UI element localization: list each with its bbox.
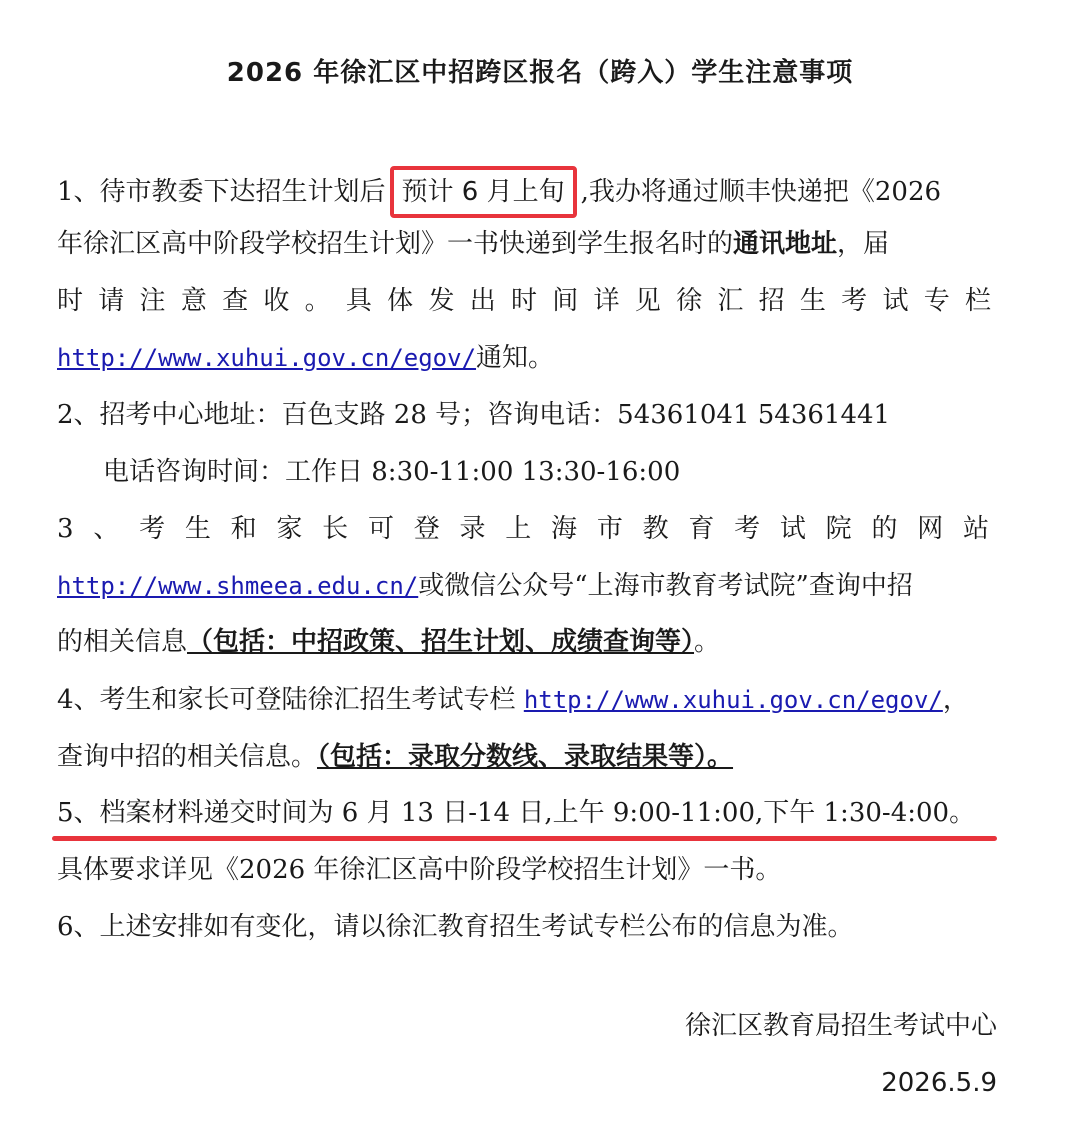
item-3-line-3-prefix: 的相关信息 xyxy=(57,627,188,657)
red-highlight-underline xyxy=(52,836,997,841)
item-3-line-2 xyxy=(57,566,997,606)
item-4-line-2-prefix: 查询中招的相关信息。 xyxy=(57,742,318,772)
document-title: 2026 年徐汇区中招跨区报名（跨入）学生注意事项 xyxy=(226,58,854,88)
item-1-line-2 xyxy=(57,224,997,264)
item-1-line-2-end: ，届 xyxy=(837,229,890,259)
item-4-line-1-end: ， xyxy=(942,685,969,715)
item-5-line-2: 具体要求详见《2026 年徐汇区高中阶段学校招生计划》一书。 xyxy=(57,855,782,885)
item-2-line-2: 电话咨询时间：工作日 8:30-11:00 13:30-16:00 xyxy=(103,457,681,487)
item-4-line-1-prefix: 4、考生和家长可登陆徐汇招生考试专栏 xyxy=(57,685,524,715)
signature-org: 徐汇区教育局招生考试中心 xyxy=(684,1011,997,1041)
item-5-line-1: 5、档案材料递交时间为 6 月 13 日-14 日,上午 9:00-11:00,下午 1:30-4:00。 xyxy=(57,798,976,828)
item-2-line-1: 2、招考中心地址：百色支路 28 号；咨询电话：54361041 54361441 xyxy=(57,400,891,430)
item-1-line-3: 时请注意查收。具体发出时间详见徐汇招生考试专栏 xyxy=(57,286,997,316)
item-3-line-1: 3、考生和家长可登录上海市教育考试院的网站 xyxy=(57,514,997,544)
item-1-line-4-suffix: 通知。 xyxy=(476,343,555,373)
item-1-line-2-text: 年徐汇区高中阶段学校招生计划》一书快递到学生报名时的 xyxy=(57,229,734,259)
item-4-line-2 xyxy=(57,737,997,777)
item-1-suffix: ,我办将通过顺丰快递把《2026 xyxy=(580,177,942,207)
item-1-prefix: 1、待市教委下达招生计划后 xyxy=(57,177,386,207)
xuhui-egov-link-2[interactable]: http://www.xuhui.gov.cn/egov/ xyxy=(523,686,943,714)
shmeea-link[interactable]: http://www.shmeea.edu.cn/ xyxy=(57,572,419,600)
item-4-includes-bold: （包括：录取分数线、录取结果等）。 xyxy=(317,742,734,772)
item-3-line-2-suffix: 或微信公众号“上海市教育考试院”查询中招 xyxy=(418,571,913,601)
item-4-line-1 xyxy=(57,680,997,720)
signature-date: 2026.5.9 xyxy=(881,1068,997,1098)
mailing-address-bold: 通讯地址 xyxy=(733,229,838,259)
xuhui-egov-link-1[interactable]: http://www.xuhui.gov.cn/egov/ xyxy=(57,344,477,372)
item-3-line-3-end: 。 xyxy=(694,627,721,657)
item-6-line-1: 6、上述安排如有变化，请以徐汇教育招生考试专栏公布的信息为准。 xyxy=(57,912,854,942)
highlight-box-schedule: 预计 6 月上旬 xyxy=(390,166,577,218)
item-1-line-1 xyxy=(57,166,997,206)
item-3-line-3 xyxy=(57,622,997,662)
item-3-includes-bold: （包括：中招政策、招生计划、成绩查询等） xyxy=(187,627,695,657)
item-1-line-4 xyxy=(57,338,997,378)
